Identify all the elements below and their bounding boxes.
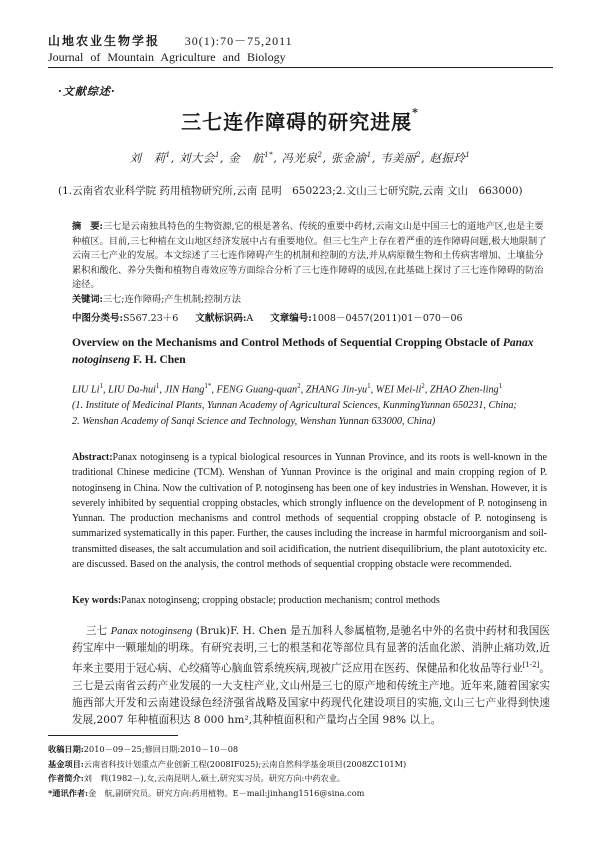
body-citation: [1-2]	[522, 661, 540, 669]
footnote-rule	[48, 735, 178, 736]
author-en-sup: 1	[498, 382, 503, 390]
footnote-fund-label: 基金项目:	[48, 758, 84, 769]
doc-code-label: 文献标识码:	[195, 313, 247, 324]
authors-cn: 刘 莉$^1$, 刘大会$^1$, 金 航$^{1*}$, 冯光泉$^2$, 张金渝$^1$, 韦美丽$^2$, 赵振玲$^1$	[129, 151, 471, 165]
footnote-received-label: 收稿日期:	[48, 744, 84, 754]
abstract-cn	[72, 220, 547, 307]
author-en-sup: 2	[297, 382, 301, 390]
title-footnote-mark: *	[412, 106, 419, 119]
footnote-fund-text: 云南省科技计划重点产业创新工程(2008IF025);云南自然科学基金项目(2008ZC101M)	[83, 758, 407, 769]
author-cn-sup: 2	[317, 151, 323, 160]
author-cn-sup: 1	[366, 151, 372, 160]
footnote-author-label: 作者简介:	[48, 773, 84, 783]
keywords-en	[72, 595, 440, 606]
author-en-sup: 1	[155, 382, 160, 390]
abstract-en-text: Panax notoginseng is a typical biological resources in Yunnan Province, and its roots is well-known in the traditional Chinese medicine (TCM). Wenshan of Yunnan Province is the original and main cropping region of P. notoginseng in China. Now the cultivation of P. notoginseng has been one of key industries in Wenshan. However, it is severely inhibited by sequential cropping obstacles, which strongly influence on the development of P. notoginseng in Yunnan. The production mechanisms and control methods of sequential cropping obstacle of P. notoginseng is summarized systematically in this paper. Further, the causes including the increase in harmful microorganism and soil-transmitted diseases, the salt accumulation and soil acidification, the nutrient disequilibrium, the plant autotoxicity etc. are discussed. Based on the analysis, the control methods of sequential cropping obstacle were recommended.	[72, 452, 547, 571]
footnote-received	[48, 742, 558, 757]
author-en-sup: 1	[367, 382, 371, 390]
title-en-part2: F. H. Chen	[130, 354, 186, 366]
footnote-corresponding	[48, 786, 558, 801]
affiliation-en-2: 2. Wenshan Academy of Sanqi Science and Technology, Wenshan Yunnan 633000, China)	[72, 416, 436, 428]
author-en: WEI Mei-li	[375, 384, 422, 396]
body-latin-name: Panax notoginseng	[110, 626, 193, 637]
title-cn	[0, 106, 600, 135]
body-text-2: 。三七是云南省云药产业发展的一大支柱产业,文山州是三七的原产地和传统主产地。近年来,随着国家实施西部大开发和云南建设绿色经济强省战略及国家中药现代化建设项目的实施,文山三七产业得到快速发展,2007 年种植面积达 8 000 hm²,其种植面积和产量均占全国 98% 以上。	[72, 662, 550, 726]
classification-cn	[72, 310, 463, 324]
section-tag: ·文献综述·	[58, 85, 116, 98]
title-en-part1: Overview on the Mechanisms and Control Methods of Sequential Cropping Obstacle of	[72, 337, 503, 349]
body-text-1: (Bruk)F. H. Chen 是五加科人参属植物,是驰名中外的名贵中药材和我国医药宝库中一颗璀灿的明珠。有研究表明,三七的根茎和花等部位具有显著的活血化淤、消肿止痛功效,近年来主要用于冠心病、心绞痛等心脑血管系统疾病,现被广泛应用在医药、保健品和化妆品等行业	[72, 625, 550, 675]
author-en: JIN Hang	[164, 384, 205, 396]
footnote-corresponding-text: 金 航,副研究员。研究方向:药用植物。E－mail:jinhang1516@sina.com	[88, 787, 365, 798]
author-cn: 赵振玲	[429, 151, 466, 165]
footnote-corresponding-label: *通讯作者:	[48, 787, 89, 798]
title-en	[72, 335, 542, 369]
abstract-en-label: Abstract:	[72, 452, 113, 463]
keywords-en-label: Key words:	[72, 595, 122, 606]
keywords-en-text: Panax notoginseng; cropping obstacle; production mechanism; control methods	[121, 595, 440, 606]
author-en: LIU Li	[72, 384, 100, 396]
author-en-sup: 1*	[204, 382, 212, 390]
keywords-cn-text: 三七;连作障碍;产生机制;控制方法	[102, 293, 241, 305]
doc-code: A	[246, 313, 254, 324]
affiliation-en-1: (1. Institute of Medicinal Plants, Yunnan Academy of Agricultural Sciences, KunmingYunnan 650231, China;	[72, 400, 517, 412]
author-en-sup: 1	[99, 382, 103, 390]
author-en: ZHANG Jin-yu	[305, 384, 368, 396]
author-cn: 冯光泉	[281, 151, 318, 165]
journal-name-cn: 山地农业生物学报	[48, 34, 161, 48]
footnote-author	[48, 771, 558, 786]
article-number-label: 文章编号:	[270, 313, 312, 324]
footnote-author-text: 刘 莉(1982－),女,云南昆明人,硕士,研究实习员。研究方向:中药农业。	[83, 773, 346, 783]
journal-volume: 30(1):70－75,2011	[184, 34, 293, 48]
abstract-en	[72, 450, 547, 572]
clc-label: 中图分类号:	[72, 313, 124, 324]
footnote-received-text: 2010－09－25;修回日期:2010－10－08	[83, 744, 239, 754]
title-cn-text: 三七连作障碍的研究进展	[181, 110, 413, 134]
author-en: ZHAO Zhen-ling	[429, 384, 499, 396]
journal-header-cn	[48, 32, 293, 49]
header-rule	[48, 67, 553, 68]
title-en-species: Panax notoginseng	[72, 337, 534, 366]
footnotes	[48, 742, 558, 800]
author-cn-sup: 2	[416, 151, 422, 160]
author-cn: 刘 莉	[129, 151, 166, 165]
author-cn: 韦美丽	[380, 151, 417, 165]
author-cn: 金 航	[228, 151, 265, 165]
clc-number: S567.23＋6	[123, 313, 179, 324]
article-number: 1008－0457(2011)01－070－06	[311, 313, 463, 324]
author-en: LIU Da-hui	[108, 384, 156, 396]
body-paragraph	[72, 623, 550, 729]
author-cn: 刘大会	[178, 151, 215, 165]
footnote-fund	[48, 757, 558, 772]
author-cn-sup: 1	[214, 151, 220, 160]
author-cn: 张金渝	[330, 151, 367, 165]
author-en: FENG Guang-quan	[216, 384, 298, 396]
abstract-cn-label: 摘 要:	[72, 221, 103, 232]
author-cn-sup: 1	[465, 151, 471, 160]
body-lead: 三七	[85, 625, 111, 637]
journal-name-en: Journal of Mountain Agriculture and Biology	[48, 50, 286, 64]
abstract-cn-text: 三七是云南独具特色的生物资源,它的根是著名、传统的重要中药材,云南文山是中国三七的道地产区,也是主要种植区。目前,三七种植在文山地区经济发展中占有重要地位。但三七生产上存在着严重的连作障碍问题,极大地限制了云南三七产业的发展。本文综述了三七连作障碍产生的机制和控制的方法,并从病原微生物和土传病害增加、土壤盐分累积和酸化、养分失衡和植物自毒效应等方面综合分析了三七连作障碍的成因,在此基础上探讨了三七连作障碍的防治途径。	[72, 221, 547, 290]
author-cn-sup: 1	[165, 151, 171, 160]
keywords-cn-label: 关键词:	[72, 293, 103, 305]
authors-en: LIU Li$^1$, LIU Da-hui$^1$, JIN Hang$^{1*}$, FENG Guang-quan$^2$, ZHANG Jin-$yu^1$, WEI Mei-$li^2$, ZHAO Zhen-ling$^1$ (1. Institute of Medicinal Plants, Yunnan Academy of Agricultural Sciences, KunmingYunnan 650231, China; 2. Wenshan Academy of Sanqi Science and Technology, Wenshan Yunnan 633000, China)	[72, 382, 517, 428]
author-cn-sup: 1*	[264, 151, 274, 160]
affiliation-cn: (1.云南省农业科学院 药用植物研究所,云南 昆明 650223;2.文山三七研究院,云南 文山 663000)	[58, 185, 523, 197]
author-en-sup: 2	[421, 382, 425, 390]
